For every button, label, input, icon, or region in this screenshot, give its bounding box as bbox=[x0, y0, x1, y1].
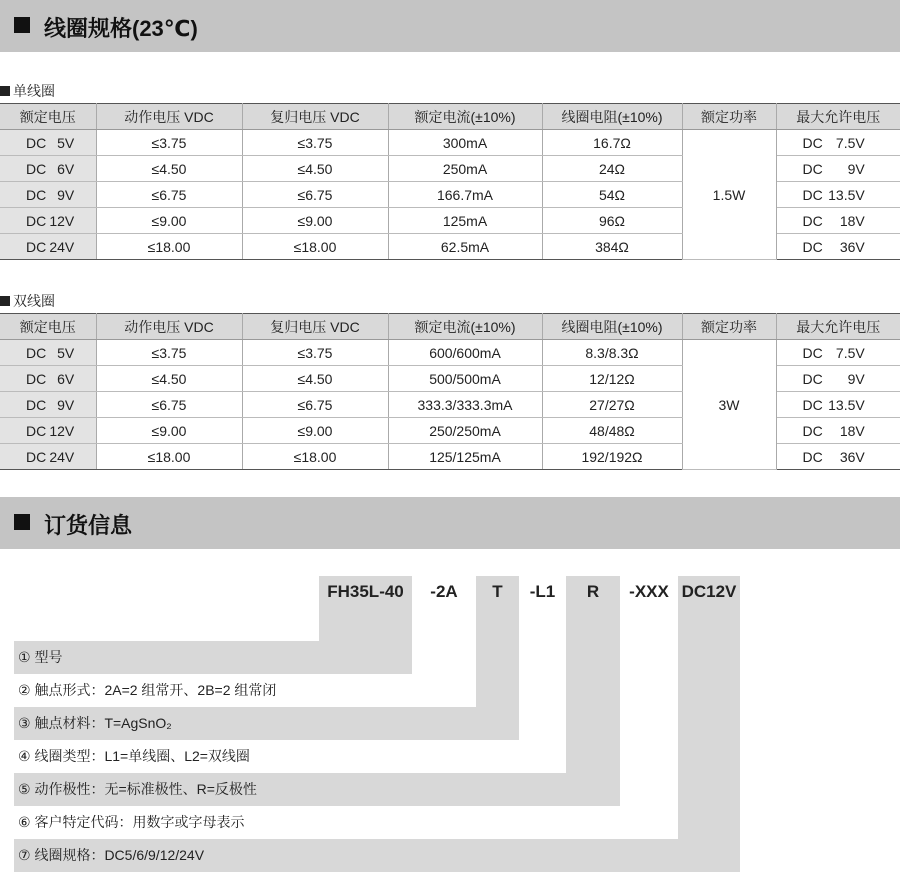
code-part-coil-type: -L1 bbox=[529, 582, 556, 601]
release-voltage-cell: ≤3.75 bbox=[242, 130, 388, 156]
rated-current-cell: 250/250mA bbox=[388, 418, 542, 444]
order-line-model: ① 型号 bbox=[14, 641, 412, 674]
operate-voltage-cell: ≤4.50 bbox=[96, 156, 242, 182]
square-bullet-icon bbox=[0, 296, 10, 306]
coil-resistance-cell: 16.7Ω bbox=[542, 130, 682, 156]
coil-resistance-cell: 54Ω bbox=[542, 182, 682, 208]
rated-current-cell: 300mA bbox=[388, 130, 542, 156]
code-part-contact-form: -2A bbox=[430, 582, 458, 601]
col-header: 额定功率 bbox=[682, 104, 776, 130]
order-line-coil-spec: ⑦ 线圈规格：DC5/6/9/12/24V bbox=[14, 839, 740, 872]
table-header-row bbox=[0, 104, 900, 130]
coil-spec-banner bbox=[0, 0, 900, 52]
coil-resistance-cell: 12/12Ω bbox=[542, 366, 682, 392]
rated-voltage-cell: DC 24V bbox=[0, 234, 96, 260]
col-header: 线圈电阻(±10%) bbox=[542, 104, 682, 130]
col-header: 最大允许电压 bbox=[776, 104, 900, 130]
col-header: 最大允许电压 bbox=[776, 314, 900, 340]
rated-current-cell: 62.5mA bbox=[388, 234, 542, 260]
coil-resistance-cell: 48/48Ω bbox=[542, 418, 682, 444]
max-voltage-cell: DC 9V bbox=[776, 366, 900, 392]
release-voltage-cell: ≤9.00 bbox=[242, 208, 388, 234]
code-part-polarity: R bbox=[566, 576, 620, 608]
rated-voltage-cell: DC 12V bbox=[0, 418, 96, 444]
connector-strip bbox=[476, 608, 519, 707]
max-voltage-cell: DC 18V bbox=[776, 418, 900, 444]
coil-resistance-cell: 96Ω bbox=[542, 208, 682, 234]
code-part-customer-code: -XXX bbox=[629, 582, 669, 601]
release-voltage-cell: ≤6.75 bbox=[242, 182, 388, 208]
rated-current-cell: 600/600mA bbox=[388, 340, 542, 366]
square-bullet-icon bbox=[14, 17, 30, 33]
rated-current-cell: 333.3/333.3mA bbox=[388, 392, 542, 418]
coil-resistance-cell: 24Ω bbox=[542, 156, 682, 182]
double-coil-table bbox=[0, 313, 900, 470]
max-voltage-cell: DC 13.5V bbox=[776, 182, 900, 208]
rated-current-cell: 125mA bbox=[388, 208, 542, 234]
connector-strip bbox=[319, 608, 412, 641]
max-voltage-cell: DC 9V bbox=[776, 156, 900, 182]
order-line-contact-form: ② 触点形式：2A=2 组常开、2B=2 组常闭 bbox=[14, 674, 476, 707]
coil-resistance-cell: 8.3/8.3Ω bbox=[542, 340, 682, 366]
col-header: 额定电流(±10%) bbox=[388, 314, 542, 340]
operate-voltage-cell: ≤4.50 bbox=[96, 366, 242, 392]
code-part-coil-spec: DC12V bbox=[678, 576, 740, 608]
max-voltage-cell: DC 36V bbox=[776, 234, 900, 260]
release-voltage-cell: ≤18.00 bbox=[242, 444, 388, 470]
rated-power-cell: 3W bbox=[682, 340, 776, 470]
coil-resistance-cell: 384Ω bbox=[542, 234, 682, 260]
square-bullet-icon bbox=[0, 86, 10, 96]
max-voltage-cell: DC 18V bbox=[776, 208, 900, 234]
code-part-contact-material: T bbox=[476, 576, 519, 608]
table-header-row bbox=[0, 314, 900, 340]
col-header: 动作电压 VDC bbox=[96, 104, 242, 130]
col-header: 线圈电阻(±10%) bbox=[542, 314, 682, 340]
col-header: 复归电压 VDC bbox=[242, 314, 388, 340]
release-voltage-cell: ≤18.00 bbox=[242, 234, 388, 260]
rated-voltage-cell: DC 9V bbox=[0, 392, 96, 418]
col-header: 额定电压 bbox=[0, 314, 96, 340]
release-voltage-cell: ≤6.75 bbox=[242, 392, 388, 418]
max-voltage-cell: DC 36V bbox=[776, 444, 900, 470]
single-coil-label: 单线圈 bbox=[0, 81, 55, 101]
order-line-coil-type: ④ 线圈类型：L1=单线圈、L2=双线圈 bbox=[14, 740, 566, 773]
col-header: 额定电压 bbox=[0, 104, 96, 130]
connector-strip bbox=[566, 608, 620, 773]
operate-voltage-cell: ≤9.00 bbox=[96, 418, 242, 444]
release-voltage-cell: ≤3.75 bbox=[242, 340, 388, 366]
max-voltage-cell: DC 13.5V bbox=[776, 392, 900, 418]
order-line-customer-code: ⑥ 客户特定代码：用数字或字母表示 bbox=[14, 806, 678, 839]
order-info-banner bbox=[0, 497, 900, 549]
order-line-contact-material: ③ 触点材料：T=AgSnO₂ bbox=[14, 707, 519, 740]
rated-voltage-cell: DC 6V bbox=[0, 366, 96, 392]
col-header: 复归电压 VDC bbox=[242, 104, 388, 130]
rated-voltage-cell: DC 9V bbox=[0, 182, 96, 208]
rated-current-cell: 125/125mA bbox=[388, 444, 542, 470]
code-part-model: FH35L-40 bbox=[319, 576, 412, 608]
table-row bbox=[0, 340, 900, 366]
col-header: 额定电流(±10%) bbox=[388, 104, 542, 130]
square-bullet-icon bbox=[14, 514, 30, 530]
operate-voltage-cell: ≤9.00 bbox=[96, 208, 242, 234]
release-voltage-cell: ≤4.50 bbox=[242, 366, 388, 392]
operate-voltage-cell: ≤3.75 bbox=[96, 340, 242, 366]
rated-current-cell: 166.7mA bbox=[388, 182, 542, 208]
table-row bbox=[0, 130, 900, 156]
rated-voltage-cell: DC 5V bbox=[0, 130, 96, 156]
operate-voltage-cell: ≤6.75 bbox=[96, 182, 242, 208]
order-info-title: 订货信息 bbox=[44, 513, 133, 538]
rated-current-cell: 500/500mA bbox=[388, 366, 542, 392]
double-coil-label: 双线圈 bbox=[0, 291, 55, 311]
operate-voltage-cell: ≤18.00 bbox=[96, 234, 242, 260]
coil-resistance-cell: 27/27Ω bbox=[542, 392, 682, 418]
coil-spec-title: 线圈规格(23℃) bbox=[44, 16, 198, 41]
release-voltage-cell: ≤9.00 bbox=[242, 418, 388, 444]
rated-current-cell: 250mA bbox=[388, 156, 542, 182]
single-coil-table bbox=[0, 103, 900, 260]
coil-resistance-cell: 192/192Ω bbox=[542, 444, 682, 470]
rated-voltage-cell: DC 5V bbox=[0, 340, 96, 366]
operate-voltage-cell: ≤18.00 bbox=[96, 444, 242, 470]
release-voltage-cell: ≤4.50 bbox=[242, 156, 388, 182]
col-header: 额定功率 bbox=[682, 314, 776, 340]
connector-strip bbox=[678, 608, 740, 839]
rated-voltage-cell: DC 6V bbox=[0, 156, 96, 182]
operate-voltage-cell: ≤3.75 bbox=[96, 130, 242, 156]
col-header: 动作电压 VDC bbox=[96, 314, 242, 340]
rated-power-cell: 1.5W bbox=[682, 130, 776, 260]
order-line-polarity: ⑤ 动作极性：无=标准极性、R=反极性 bbox=[14, 773, 620, 806]
rated-voltage-cell: DC 12V bbox=[0, 208, 96, 234]
rated-voltage-cell: DC 24V bbox=[0, 444, 96, 470]
max-voltage-cell: DC 7.5V bbox=[776, 340, 900, 366]
operate-voltage-cell: ≤6.75 bbox=[96, 392, 242, 418]
max-voltage-cell: DC 7.5V bbox=[776, 130, 900, 156]
